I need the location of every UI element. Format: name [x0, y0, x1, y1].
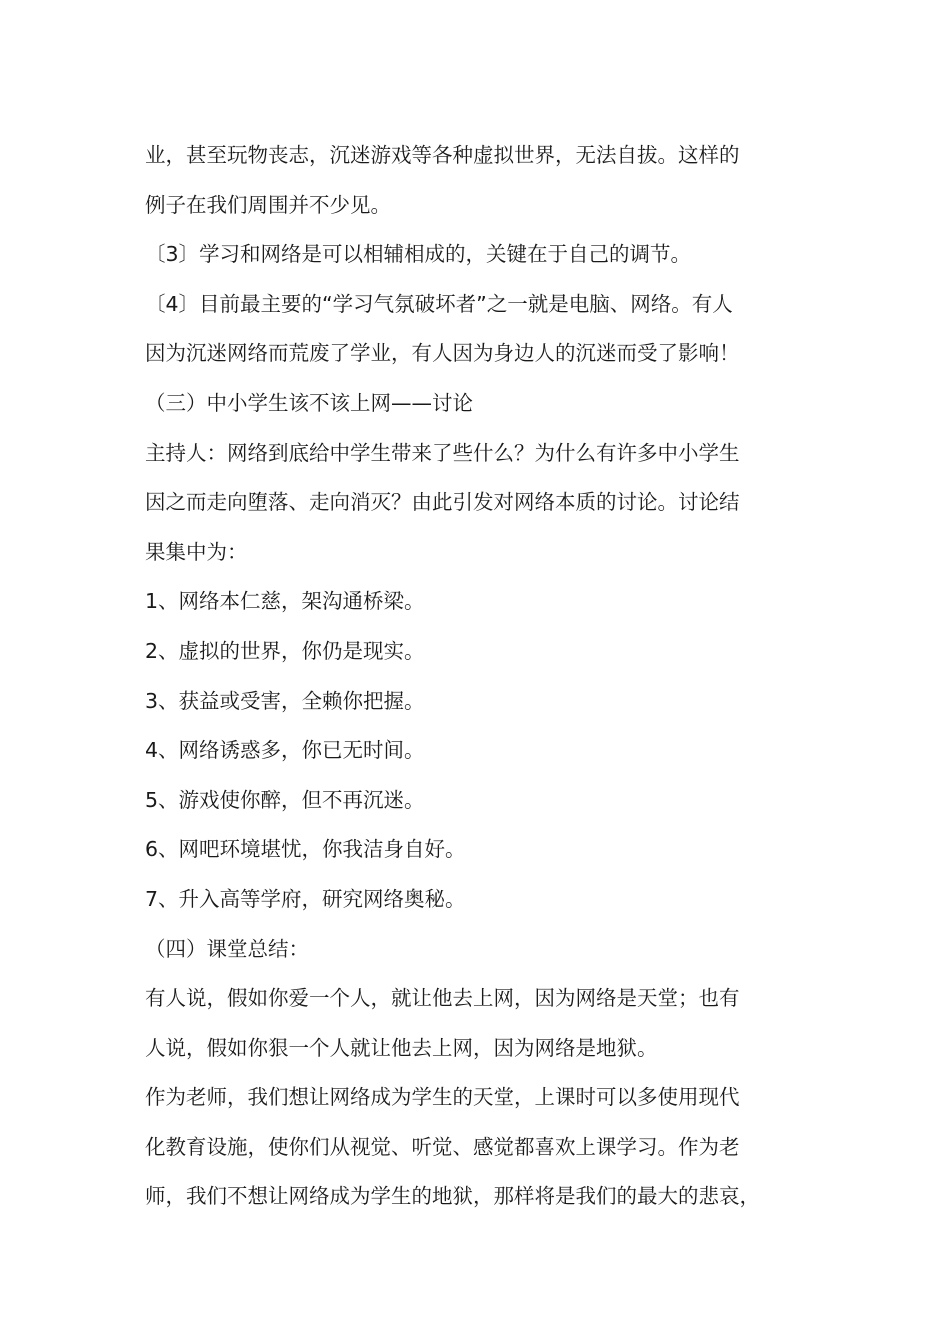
paragraph-line: 例子在我们周围并不少见。 [145, 192, 391, 217]
paragraph-line: 果集中为： [145, 539, 248, 564]
section-heading: （四）课堂总结： [145, 936, 309, 961]
paragraph-line: 因之而走向堕落、走向消灭？由此引发对网络本质的讨论。讨论结 [145, 490, 740, 515]
paragraph-line: 主持人：网络到底给中学生带来了些什么？为什么有许多中小学生 [145, 440, 740, 465]
list-item: 4、网络诱惑多，你已无时间。 [145, 738, 425, 763]
list-item: 5、游戏使你醉，但不再沉迷。 [145, 787, 425, 812]
paragraph-line: 因为沉迷网络而荒废了学业，有人因为身边人的沉迷而受了影响！ [145, 341, 740, 366]
paragraph-line: 业，甚至玩物丧志，沉迷游戏等各种虚拟世界，无法自拔。这样的 [145, 143, 740, 167]
list-item: 1、网络本仁慈，架沟通桥梁。 [145, 589, 425, 614]
paragraph-line: 〔3〕学习和网络是可以相辅相成的，关键在于自己的调节。 [145, 242, 692, 267]
section-heading: （三）中小学生该不该上网——讨论 [145, 390, 473, 415]
list-item: 3、获益或受害，全赖你把握。 [145, 688, 425, 713]
paragraph-line: 人说，假如你狠一个人就让他去上网，因为网络是地狱。 [145, 1035, 658, 1060]
paragraph-line: 有人说，假如你爱一个人，就让他去上网，因为网络是天堂；也有 [145, 986, 740, 1011]
list-item: 6、网吧环境堪忧，你我洁身自好。 [145, 837, 466, 862]
list-item: 7、升入高等学府，研究网络奥秘。 [145, 886, 466, 911]
paragraph-line: 作为老师，我们想让网络成为学生的天堂，上课时可以多使用现代 [145, 1085, 740, 1110]
paragraph-line: 化教育设施，使你们从视觉、听觉、感觉都喜欢上课学习。作为老 [145, 1134, 740, 1159]
paragraph-line: 〔4〕目前最主要的“学习气氛破坏者”之一就是电脑、网络。有人 [145, 291, 733, 316]
paragraph-line: 师，我们不想让网络成为学生的地狱，那样将是我们的最大的悲哀， [145, 1184, 760, 1209]
list-item: 2、虚拟的世界，你仍是现实。 [145, 638, 425, 663]
document-body [145, 131, 817, 1222]
